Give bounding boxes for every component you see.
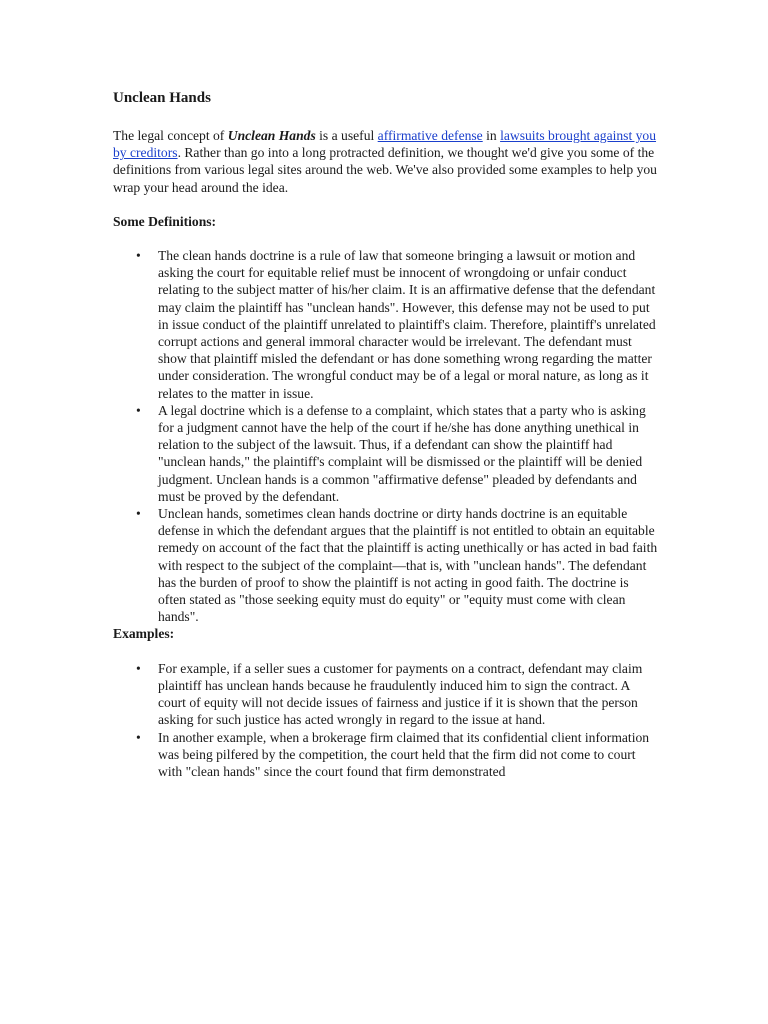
affirmative-defense-link[interactable]: affirmative defense <box>377 128 483 143</box>
bullet-icon: • <box>136 729 141 745</box>
page-title: Unclean Hands <box>113 90 211 106</box>
intro-emphasis: Unclean Hands <box>227 128 316 143</box>
intro-paragraph <box>113 127 658 196</box>
bullet-icon: • <box>136 402 141 418</box>
bullet-icon: • <box>136 506 141 522</box>
intro-text-mid2: in <box>482 128 501 143</box>
document-page <box>113 88 658 780</box>
examples-list <box>113 660 658 780</box>
list-item <box>136 505 658 625</box>
list-item <box>136 402 658 505</box>
definition-text: A legal doctrine which is a defense to a complaint, which states that a party who is asking for a judgment cannot have the help of the court if he/she has done anything unethical in relation to the subject of the lawsuit. Thus, if a defendant can show the plaintiff had "unclean hands," the plaintiff's complaint will be dismissed or the plaintiff will be denied judgment. Unclean hands is a common "affirmative defense" pleaded by defendants and must be proved by the defendant. <box>158 402 646 504</box>
definitions-heading: Some Definitions: <box>113 213 217 229</box>
definition-text: The clean hands doctrine is a rule of law that someone bringing a lawsuit or motion and asking the court for equitable relief must be innocent of wrongdoing or unfair conduct relating to the subject matter of his/her claim. It is an affirmative defense that the defendant may claim the plaintiff has "unclean hands". However, this defense may not be used to put in issue conduct of the plaintiff unrelated to plaintiff's claim. Therefore, plaintiff's unrelated corrupt actions and general immoral character would be irrelevant. The defendant must show that plaintiff misled the defendant or has done something wrong regarding the matter under consideration. The wrongful conduct may be of a legal or moral nature, as long as it relates to the matter in issue. <box>158 248 656 401</box>
example-text: For example, if a seller sues a customer for payments on a contract, defendant may claim plaintiff has unclean hands because he fraudulently induced him to sign the contract. A court of equity will not decide issues of fairness and justice if it is shown that the person asking for such justice has acted wrongly in regard to the issue at hand. <box>158 660 643 728</box>
intro-text-before: The legal concept of <box>113 128 228 143</box>
intro-text-mid1: is a useful <box>315 128 378 143</box>
list-item <box>136 247 658 402</box>
intro-text-after: . Rather than go into a long protracted definition, we thought we'd give you some of the definitions from various legal sites around the web. We've also provided some examples to help you wrap your head around the idea. <box>113 145 657 195</box>
definitions-list <box>113 247 658 625</box>
bullet-icon: • <box>136 660 141 676</box>
lawsuits-creditors-link[interactable]: lawsuits brought against you by creditors <box>113 128 657 161</box>
list-item <box>136 729 658 781</box>
list-item <box>136 660 658 729</box>
example-text: In another example, when a brokerage firm claimed that its confidential client information was being pilfered by the competition, the court held that the firm did not come to court with "clean hands" since the court found that firm demonstrated <box>158 729 650 779</box>
bullet-icon: • <box>136 248 141 264</box>
examples-heading: Examples: <box>113 626 175 642</box>
definition-text: Unclean hands, sometimes clean hands doctrine or dirty hands doctrine is an equitable defense in which the defendant argues that the plaintiff is not entitled to obtain an equitable remedy on account of the fact that the plaintiff is acting unethically or has acted in bad faith with respect to the subject of the complaint—that is, with "unclean hands". The defendant has the burden of proof to show the plaintiff is not acting in good faith. The doctrine is often stated as "those seeking equity must do equity" or "equity must come with clean hands". <box>158 506 658 625</box>
